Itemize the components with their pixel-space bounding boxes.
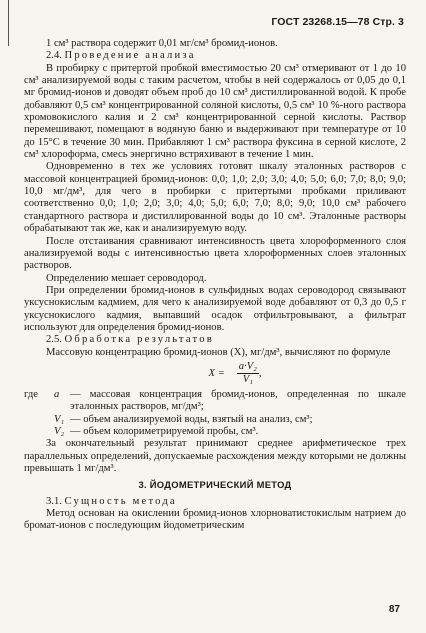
legend-text: — объем анализируемой воды, взятый на анализ, см³; <box>70 413 313 425</box>
section-heading-2-4 <box>24 50 406 62</box>
paragraph: Определению мешает сероводород. <box>46 272 207 284</box>
paragraph: Массовую концентрацию бромид-ионов (X), мг/дм³, вычисляют по формуле <box>46 346 391 358</box>
paragraph: При определении бромид-ионов в сульфидных водах сероводород связывают уксуснокислым кадмием, для чего к анализируемой воде добавляют от 0,3 до 0,5 г уксуснокислого кадмия, выпавший осадок отфильтровывают, а фильтрат используют для определения бромид-ионов. <box>24 284 406 333</box>
section-title: Обработка результатов <box>64 334 214 346</box>
formula-legend <box>24 389 406 438</box>
paragraph: Одновременно в тех же условиях готовят шкалу эталонных растворов с массовой концентрацией бромид-ионов: 0,0; 1,0; 2,0; 3,0; 4,0; 5,0; 6,0; 7,0; 8,0; 9,0; 10,0 мг/дм³, для чего в пробирки с притертыми пробками приливают соответственно 0,0; 1,0; 2,0; 3,0; 4,0; 5,0; 6,0; 7,0; 8,0; 9,0; 10,0 см³ рабочего стандартного раствора и дистиллированной воды до 10 см³. Эталонные растворы обрабатывают так же, как и анализируемую воду. <box>24 161 406 235</box>
legend-symbol: V₁ <box>54 413 65 425</box>
document-body <box>24 38 406 533</box>
legend-lead: где <box>24 388 38 400</box>
section-number: 2.5. <box>46 334 62 346</box>
formula-lhs: X = <box>208 367 225 379</box>
section-heading-2-5 <box>24 334 406 346</box>
legend-symbol: V₂ <box>54 425 65 437</box>
legend-symbol: a <box>54 388 60 400</box>
paragraph: Метод основан на окислении бромид-ионов хлорноватистокислым натрием до бромат-ионов с последующим йодометрическим <box>24 508 406 532</box>
page-number: 87 <box>388 604 400 615</box>
formula-numerator: a·V₂ <box>238 361 257 373</box>
legend-lead <box>24 414 54 426</box>
legend-text: — объем колориметрируемой пробы, см³. <box>70 425 259 437</box>
section-title: Сущность метода <box>64 495 177 507</box>
formula-fraction <box>237 361 259 386</box>
formula-tail: , <box>258 367 262 379</box>
formula-denominator: V₁ <box>242 374 253 386</box>
section-number: 2.4. <box>46 50 62 62</box>
section-number: 3.1. <box>46 495 62 507</box>
paragraph: В пробирку с притертой пробкой вместимостью 20 см³ отмеривают от 1 до 10 см³ анализируемой воды с таким расчетом, чтобы в ней содержалось от 0,05 до 0,1 мг бромид-ионов и доводят объем проб до 10 см³ дистиллированной водой. К пробе добавляют 0,5 см³ концентрированной соляной кислоты, 0,5 см³ 10 %-ного раствора хромовокислого калия и 2 см³ концентрированной серной кислоты. Раствор перемешивают, помещают в водяную баню и выдерживают при температуре от 10 до 15°С в течение 30 мин. Прибавляют 1 см³ раствора фуксина в серной кислоте, 2 см³ хлороформа, смесь энергично встряхивают в течение 1 мин. <box>24 62 406 161</box>
legend-text: — массовая концентрация бромид-ионов, определенная по шкале эталонных растворов, мг/дм³; <box>70 388 406 413</box>
section-heading-3-1 <box>24 496 406 508</box>
binding-edge-line <box>8 0 9 46</box>
paragraph: За окончательный результат принимают среднее арифметическое трех параллельных определений, допускаемые расхождения между которыми не должны превышать 1 мг/дм³. <box>24 438 406 474</box>
paragraph: 1 см³ раствора содержит 0,01 мг/см³ бромид-ионов. <box>46 38 278 49</box>
section-title: Проведение анализа <box>64 50 196 62</box>
paragraph: После отстаивания сравнивают интенсивность цвета хлороформенного слоя анализируемой воды с интенсивностью цвета хлороформенных слоев эталонных растворов. <box>24 235 406 272</box>
legend-lead <box>24 426 54 438</box>
page-header: ГОСТ 23268.15—78 Стр. 3 <box>271 16 404 28</box>
method-heading: 3. ЙОДОМЕТРИЧЕСКИЙ МЕТОД <box>138 479 292 491</box>
formula <box>64 359 406 389</box>
